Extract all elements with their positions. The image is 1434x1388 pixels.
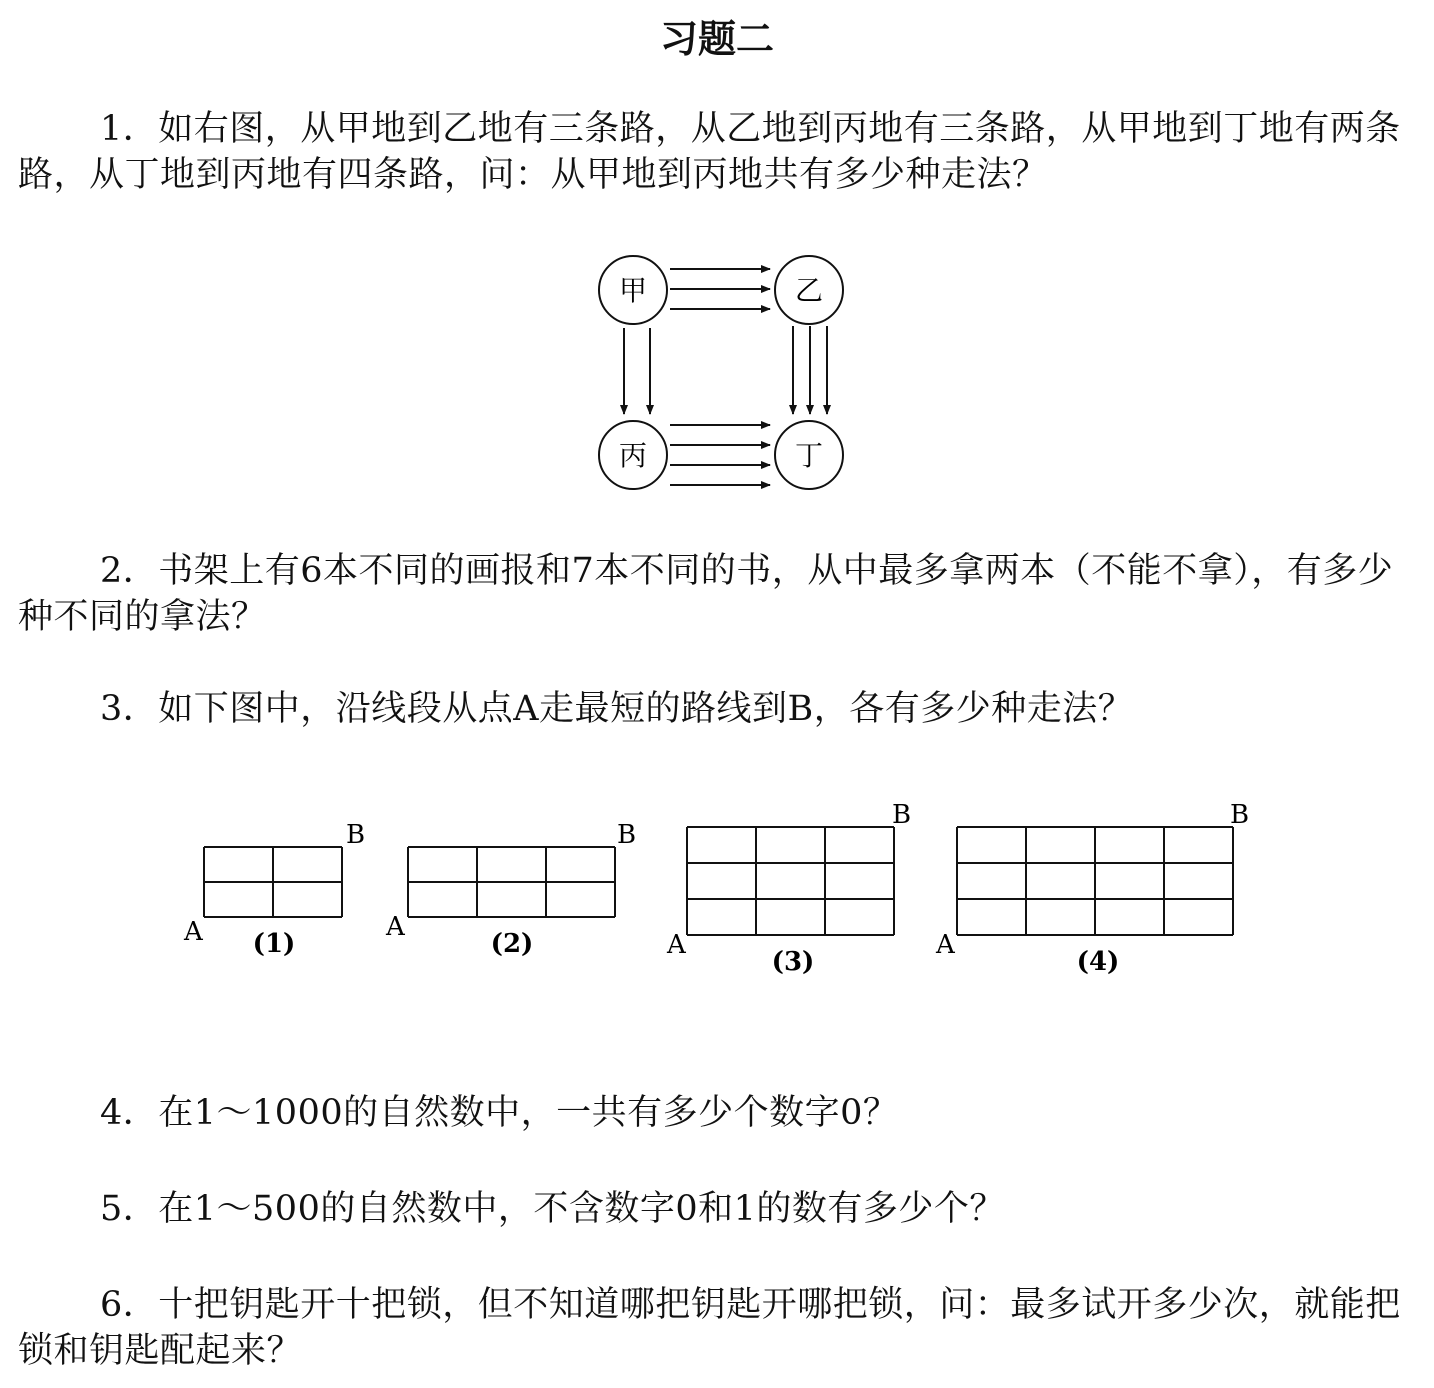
grid-figure-4 xyxy=(934,795,1264,980)
grid-start-label: A xyxy=(386,912,405,942)
problem-2: 2．书架上有6本不同的画报和7本不同的书，从中最多拿两本（不能不拿），有多少种不同的拿法？ xyxy=(18,551,1394,637)
problem-1: 1．如右图，从甲地到乙地有三条路，从乙地到丙地有三条路，从甲地到丁地有两条路，从丁地到丙地有四条路，问：从甲地到丙地共有多少种走法？ xyxy=(18,109,1401,195)
roads-jia-bing xyxy=(624,328,650,414)
route-diagram xyxy=(590,252,860,502)
node-ding-label: 丁 xyxy=(794,439,824,472)
roads-jia-yi xyxy=(670,269,770,309)
roads-bing-ding xyxy=(670,425,770,485)
problem-3: 3．如下图中，沿线段从点A走最短的路线到B，各有多少种走法？ xyxy=(100,689,1134,729)
problem-4: 4．在1～1000的自然数中，一共有多少个数字0？ xyxy=(100,1093,899,1133)
grid-lines xyxy=(408,847,615,917)
node-bing-label: 丙 xyxy=(618,439,648,472)
node-jia-label: 甲 xyxy=(618,274,648,307)
grid-end-label: B xyxy=(892,800,912,830)
grid-start-label: A xyxy=(936,930,955,960)
grid-end-label: B xyxy=(617,820,637,850)
grid-caption: (2) xyxy=(490,929,534,959)
roads-yi-ding xyxy=(793,326,827,414)
page-title: 习题二 xyxy=(659,17,774,61)
node-ding xyxy=(775,421,843,489)
grid-figure-1 xyxy=(180,815,380,965)
grid-caption: (1) xyxy=(252,929,296,959)
node-yi-label: 乙 xyxy=(794,274,824,307)
grid-end-label: B xyxy=(346,820,366,850)
grid-caption: (4) xyxy=(1076,947,1120,977)
grid-lines xyxy=(957,827,1233,935)
grid-caption: (3) xyxy=(771,947,815,977)
grid-figure-2 xyxy=(384,815,654,965)
grid-start-label: A xyxy=(184,917,203,947)
grid-lines xyxy=(204,847,342,917)
grid-end-label: B xyxy=(1230,800,1250,830)
problem-5: 5．在1～500的自然数中，不含数字0和1的数有多少个？ xyxy=(100,1189,1005,1229)
node-jia xyxy=(599,256,667,324)
node-bing xyxy=(599,421,667,489)
node-yi xyxy=(775,256,843,324)
grid-lines xyxy=(687,827,894,935)
problem-6: 6．十把钥匙开十把锁，但不知道哪把钥匙开哪把锁，问：最多试开多少次，就能把锁和钥匙配起来？ xyxy=(18,1285,1401,1371)
grid-figure-3 xyxy=(665,795,925,980)
grid-start-label: A xyxy=(667,930,686,960)
